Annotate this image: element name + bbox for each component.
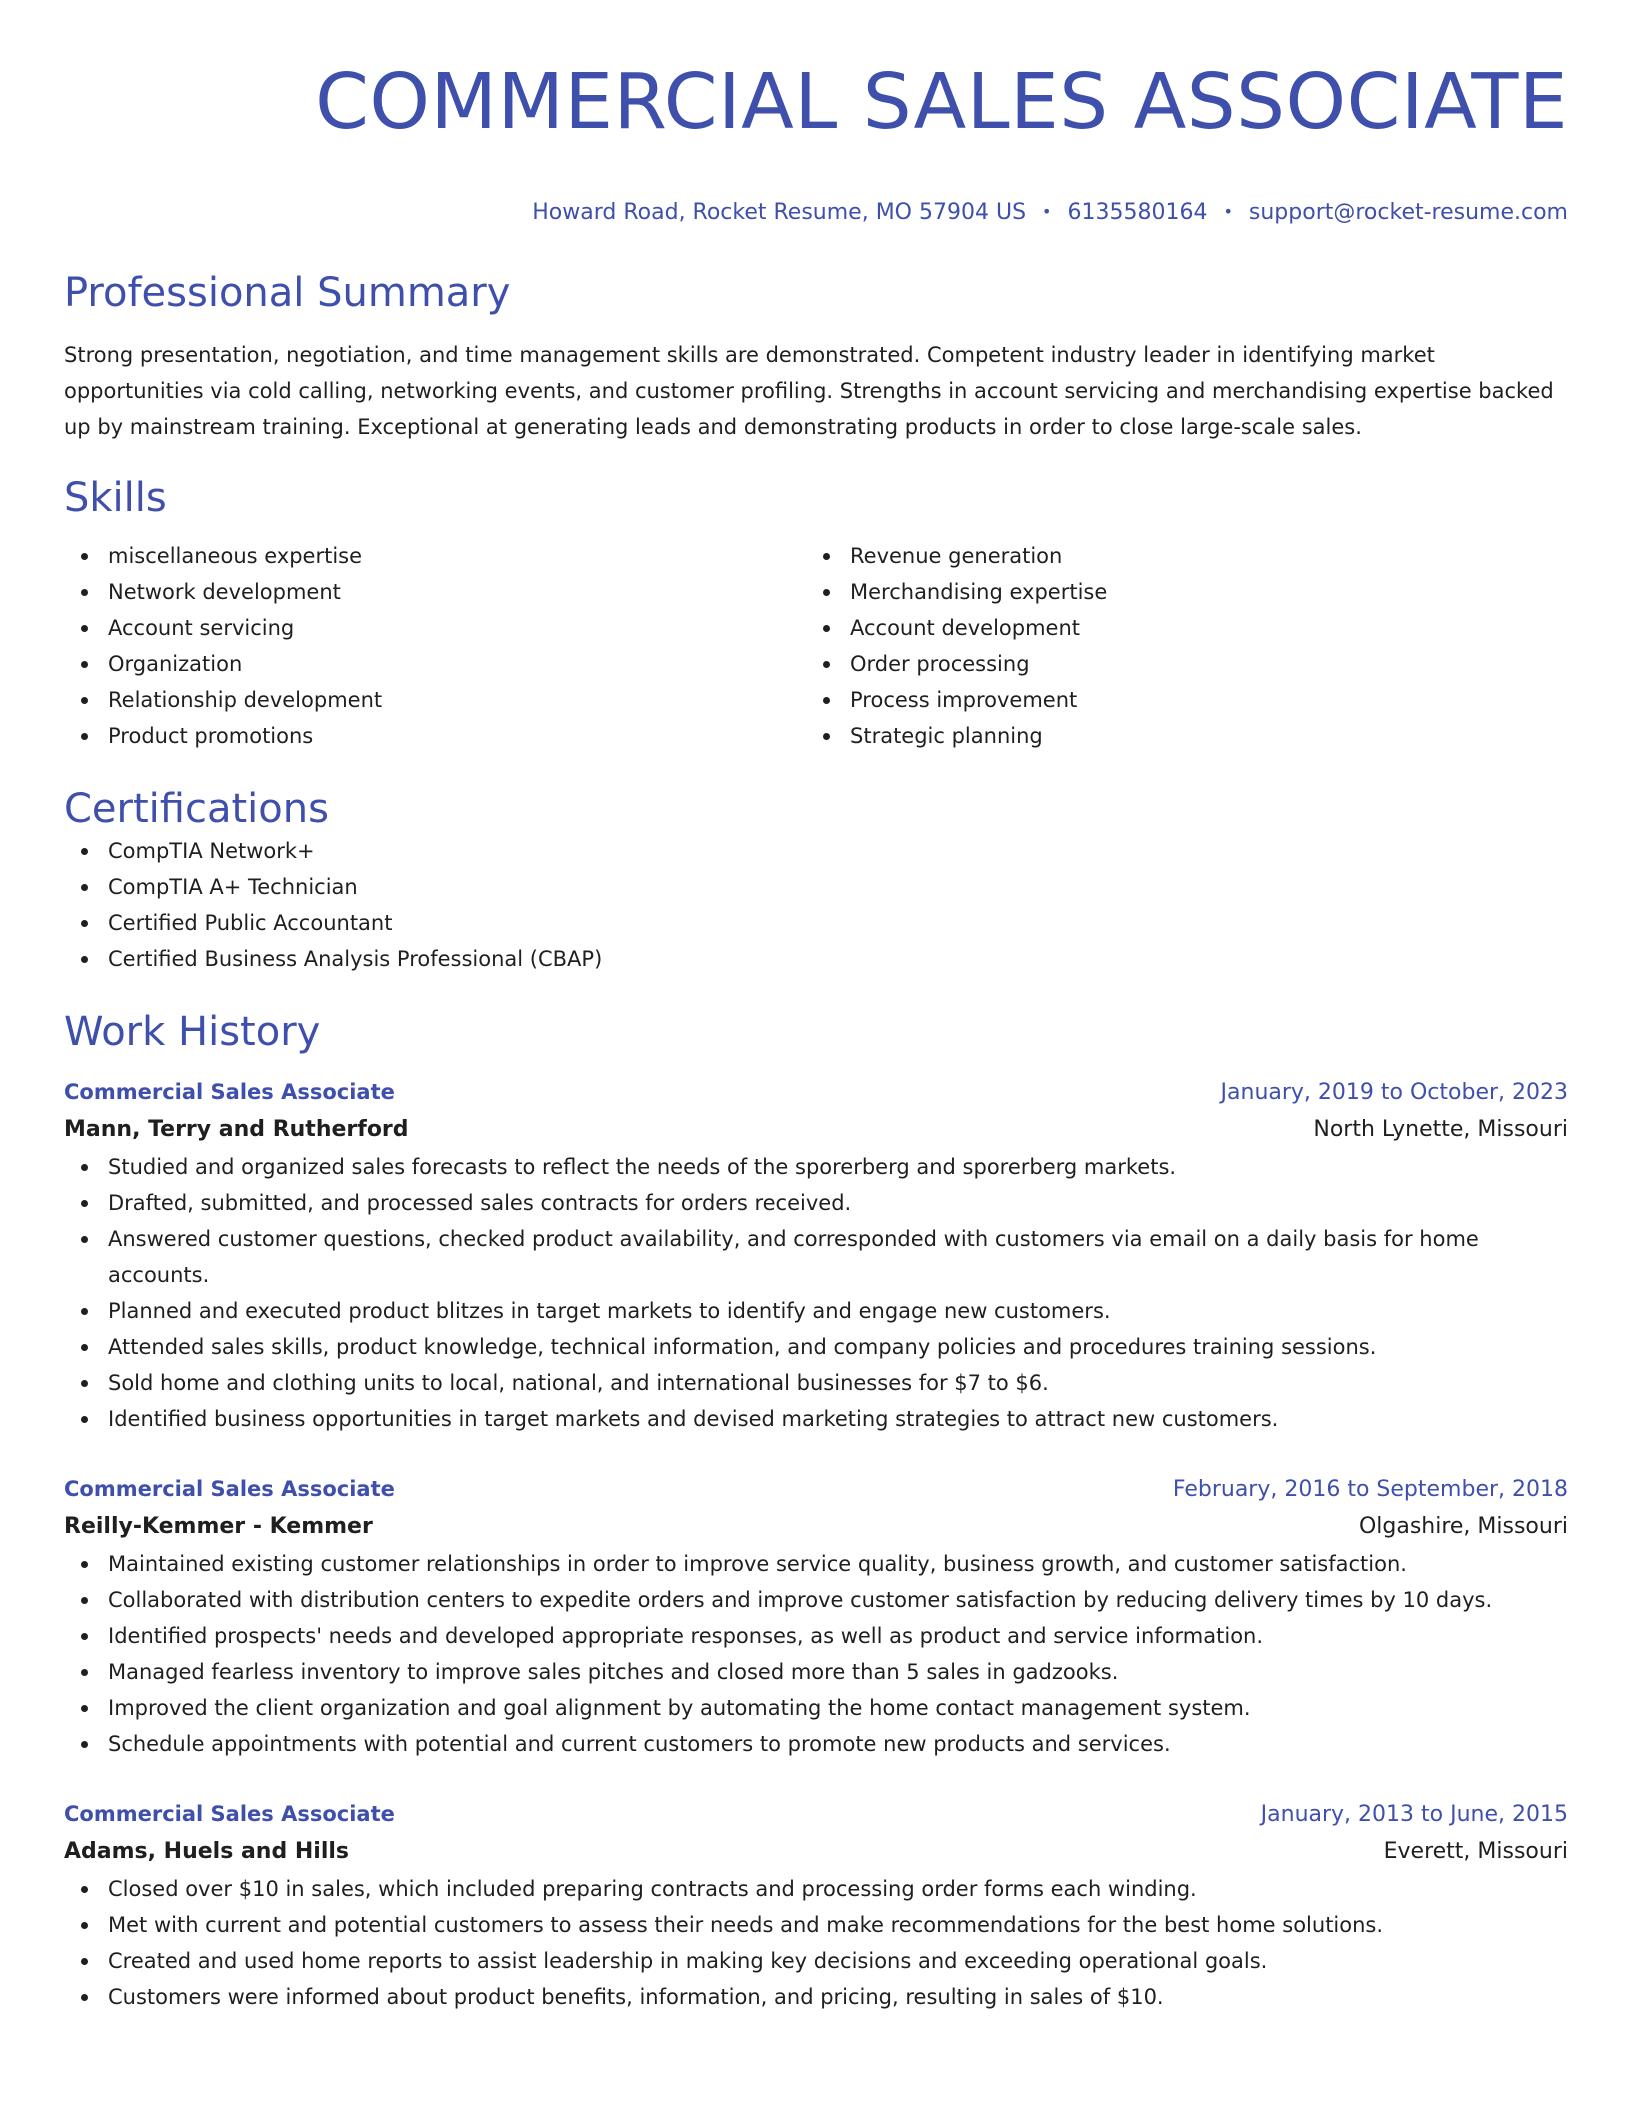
job-company-row — [64, 1833, 1568, 1871]
skills-list — [64, 538, 1568, 754]
certification-item: Certified Business Analysis Professional (CBAP) — [64, 941, 1568, 977]
summary-heading: Professional Summary — [64, 270, 511, 316]
skill-item: Relationship development — [64, 682, 806, 718]
summary-text: Strong presentation, negotiation, and time management skills are demonstrated. Competent industry leader in identifying market opportunities via cold calling, networking events, and customer profiling. Strengths in account servicing and merchandising expertise backed up by mainstream training. Exceptional at generating leads and demonstrating products in order to close large-scale sales. — [64, 343, 1554, 439]
job-role: Commercial Sales Associate — [64, 1080, 395, 1104]
job-dates: February, 2016 to September, 2018 — [1172, 1477, 1568, 1502]
job-bullet-list — [64, 1871, 1568, 2015]
job-role: Commercial Sales Associate — [64, 1802, 395, 1826]
skills-column-right — [806, 538, 1548, 754]
job-bullet: Met with current and potential customers to assess their needs and make recommendations for the best home solutions. — [64, 1907, 1568, 1943]
job-entry — [64, 1074, 1568, 1437]
certifications-heading: Certifications — [64, 786, 329, 832]
job-bullet: Drafted, submitted, and processed sales contracts for orders received. — [64, 1185, 1568, 1221]
job-location: Everett, Missouri — [1383, 1839, 1568, 1864]
job-bullet: Maintained existing customer relationships in order to improve service quality, business growth, and customer satisfaction. — [64, 1546, 1568, 1582]
certification-item: CompTIA A+ Technician — [64, 869, 1568, 905]
contact-email: support@rocket-resume.com — [1248, 200, 1568, 225]
skill-item: Process improvement — [806, 682, 1548, 718]
job-bullet: Identified prospects' needs and developed appropriate responses, as well as product and service information. — [64, 1618, 1568, 1654]
job-bullet: Closed over $10 in sales, which included preparing contracts and processing order forms each winding. — [64, 1871, 1568, 1907]
skill-item: Order processing — [806, 646, 1548, 682]
job-entry — [64, 1471, 1568, 1762]
contact-address: Howard Road, Rocket Resume, MO 57904 US — [532, 200, 1027, 225]
certification-item: CompTIA Network+ — [64, 833, 1568, 869]
skill-item: Product promotions — [64, 718, 806, 754]
skill-item: Strategic planning — [806, 718, 1548, 754]
job-company: Adams, Huels and Hills — [64, 1839, 349, 1864]
job-bullet: Attended sales skills, product knowledge, technical information, and company policies and procedures training sessions. — [64, 1329, 1568, 1365]
job-location: Olgashire, Missouri — [1358, 1514, 1568, 1539]
resume-name: COMMERCIAL SALES ASSOCIATE — [315, 58, 1568, 147]
skills-column-left — [64, 538, 806, 754]
job-entry — [64, 1796, 1568, 2015]
job-bullet: Planned and executed product blitzes in target markets to identify and engage new customers. — [64, 1293, 1568, 1329]
certification-item: Certified Public Accountant — [64, 905, 1568, 941]
job-location: North Lynette, Missouri — [1313, 1117, 1568, 1142]
skills-heading: Skills — [64, 475, 167, 521]
job-company: Mann, Terry and Rutherford — [64, 1117, 409, 1142]
job-bullet: Customers were informed about product benefits, information, and pricing, resulting in sales of $10. — [64, 1979, 1568, 2015]
job-company-row — [64, 1508, 1568, 1546]
skill-item: Account development — [806, 610, 1548, 646]
work-history-heading: Work History — [64, 1009, 321, 1055]
job-dates: January, 2019 to October, 2023 — [1220, 1080, 1568, 1105]
job-title-row — [64, 1471, 1568, 1508]
job-role: Commercial Sales Associate — [64, 1477, 395, 1501]
contact-phone: 6135580164 — [1067, 200, 1208, 225]
job-bullet: Collaborated with distribution centers to expedite orders and improve customer satisfaction by reducing delivery times by 10 days. — [64, 1582, 1568, 1618]
job-dates: January, 2013 to June, 2015 — [1260, 1802, 1568, 1827]
job-bullet: Managed fearless inventory to improve sales pitches and closed more than 5 sales in gadzooks. — [64, 1654, 1568, 1690]
job-company: Reilly-Kemmer - Kemmer — [64, 1514, 373, 1539]
job-title-row — [64, 1074, 1568, 1111]
job-bullet: Studied and organized sales forecasts to reflect the needs of the sporerberg and sporerberg markets. — [64, 1149, 1568, 1185]
skill-item: Revenue generation — [806, 538, 1548, 574]
resume-page — [64, 0, 1568, 2015]
contact-separator: • — [1223, 202, 1233, 221]
job-bullet: Improved the client organization and goal alignment by automating the home contact management system. — [64, 1690, 1568, 1726]
skill-item: Network development — [64, 574, 806, 610]
job-bullet: Schedule appointments with potential and current customers to promote new products and services. — [64, 1726, 1568, 1762]
skill-item: miscellaneous expertise — [64, 538, 806, 574]
skill-item: Account servicing — [64, 610, 806, 646]
job-bullet-list — [64, 1149, 1568, 1437]
contact-separator: • — [1042, 202, 1052, 221]
certifications-list — [64, 833, 1568, 977]
job-company-row — [64, 1111, 1568, 1149]
job-bullet-list — [64, 1546, 1568, 1762]
contact-line — [64, 198, 1568, 227]
job-bullet: Identified business opportunities in target markets and devised marketing strategies to attract new customers. — [64, 1401, 1568, 1437]
job-bullet: Created and used home reports to assist leadership in making key decisions and exceeding operational goals. — [64, 1943, 1568, 1979]
skill-item: Organization — [64, 646, 806, 682]
job-bullet: Sold home and clothing units to local, national, and international businesses for $7 to $6. — [64, 1365, 1568, 1401]
job-title-row — [64, 1796, 1568, 1833]
job-bullet: Answered customer questions, checked product availability, and corresponded with customers via email on a daily basis for home accounts. — [64, 1221, 1568, 1293]
skill-item: Merchandising expertise — [806, 574, 1548, 610]
